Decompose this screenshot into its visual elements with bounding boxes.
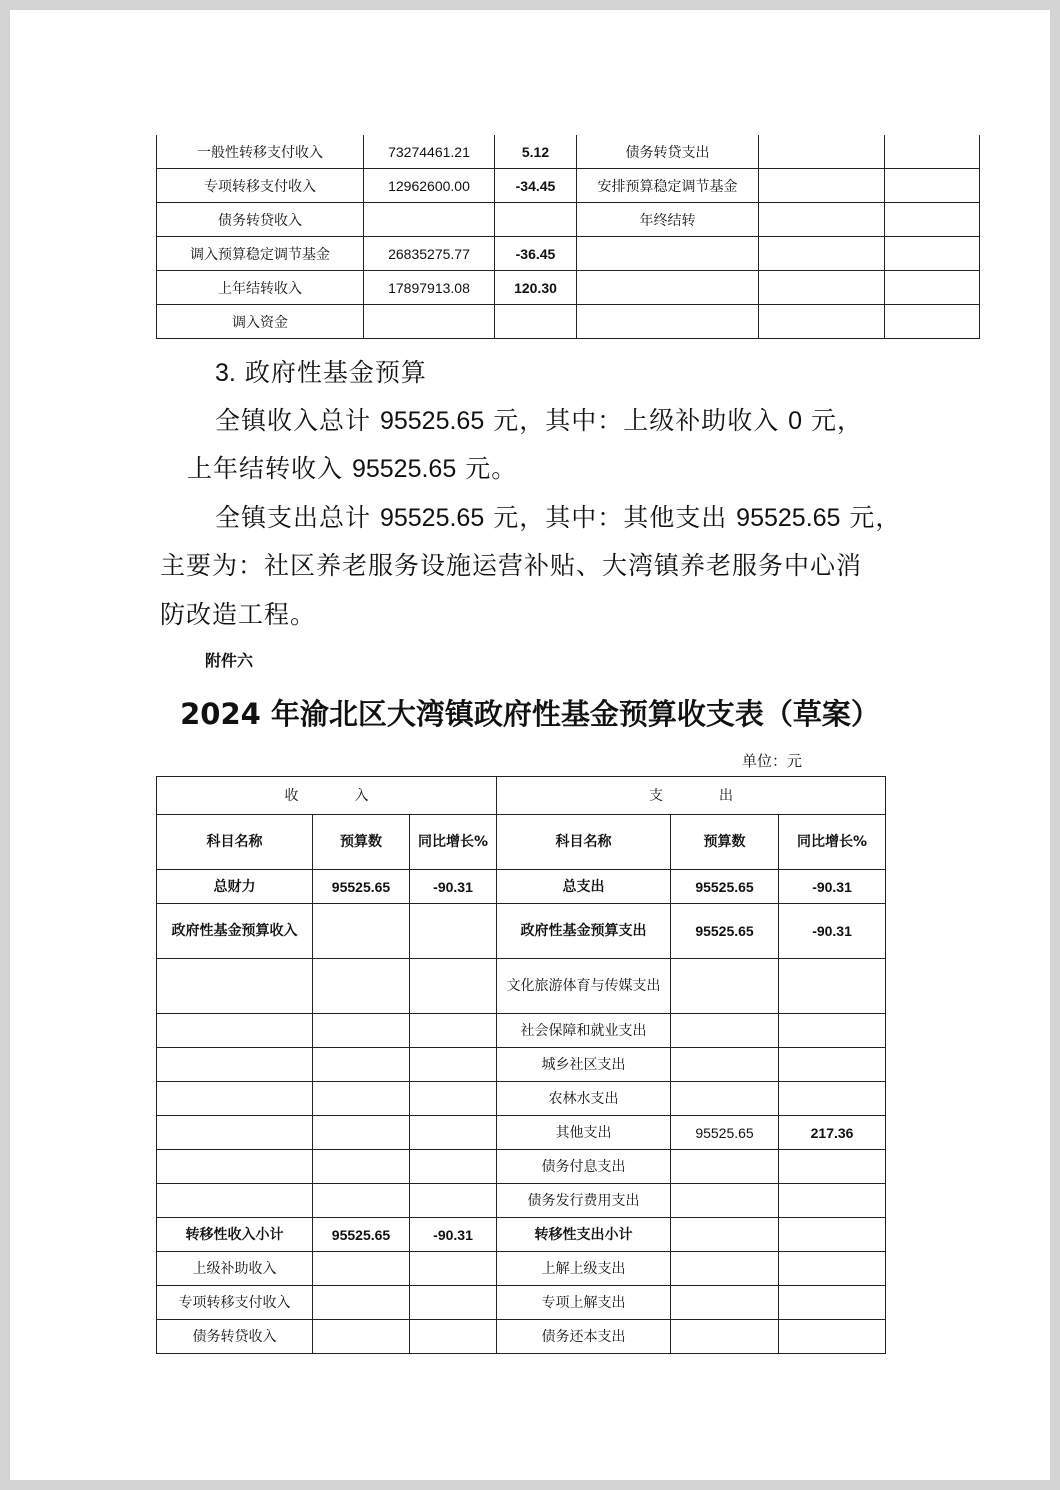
table-cell [759, 135, 885, 169]
table-cell [313, 1116, 410, 1150]
table-row [157, 1218, 886, 1252]
table-cell [157, 1048, 313, 1082]
table-cell: 政府性基金预算支出 [497, 904, 671, 959]
table-cell [671, 1320, 779, 1354]
table-cell [671, 1014, 779, 1048]
table-cell: 调入资金 [157, 305, 364, 339]
table-cell [885, 305, 980, 339]
table-cell: 债务转贷收入 [157, 203, 364, 237]
table-cell [313, 959, 410, 1014]
table-cell: -34.45 [495, 169, 577, 203]
table-cell [779, 1150, 886, 1184]
table-cell [671, 1150, 779, 1184]
table-cell [779, 1048, 886, 1082]
table-cell: 安排预算稳定调节基金 [577, 169, 759, 203]
table-row [157, 1150, 886, 1184]
table-cell: 债务转贷支出 [577, 135, 759, 169]
table-cell: 95525.65 [671, 904, 779, 959]
table-cell [410, 1116, 497, 1150]
table-cell [313, 1286, 410, 1320]
table-row [157, 305, 980, 339]
table-cell [495, 203, 577, 237]
table-cell: 上年结转收入 [157, 271, 364, 305]
table-cell [671, 1082, 779, 1116]
table-cell: -90.31 [410, 1218, 497, 1252]
column-header: 科目名称 [497, 815, 671, 870]
paragraph: 上年结转收入 95525.65 元。 [187, 454, 518, 483]
table-cell: 120.30 [495, 271, 577, 305]
table-row [157, 1014, 886, 1048]
table-cell [779, 1014, 886, 1048]
column-header: 预算数 [671, 815, 779, 870]
table-cell: 12962600.00 [364, 169, 495, 203]
table-row [157, 271, 980, 305]
income-header: 收 入 [157, 777, 497, 815]
table-cell: 95525.65 [671, 1116, 779, 1150]
table-cell [410, 1252, 497, 1286]
table-row [157, 1116, 886, 1150]
table-cell: -36.45 [495, 237, 577, 271]
table-cell [759, 305, 885, 339]
table-cell [495, 305, 577, 339]
table-cell: 95525.65 [313, 1218, 410, 1252]
table-cell [313, 1320, 410, 1354]
table-cell [885, 169, 980, 203]
table-cell: 社会保障和就业支出 [497, 1014, 671, 1048]
page-title: 2024 年渝北区大湾镇政府性基金预算收支表（草案） [180, 697, 880, 731]
table-header-row [157, 815, 886, 870]
table-cell: 217.36 [779, 1116, 886, 1150]
table-cell: 农林水支出 [497, 1082, 671, 1116]
table-row [157, 1082, 886, 1116]
table-cell [364, 203, 495, 237]
table-row [157, 904, 886, 959]
table-cell [313, 1082, 410, 1116]
table-cell: 文化旅游体育与传媒支出 [497, 959, 671, 1014]
table-cell: 专项上解支出 [497, 1286, 671, 1320]
table-cell [410, 1048, 497, 1082]
table-cell: 债务转贷收入 [157, 1320, 313, 1354]
table-cell [577, 305, 759, 339]
table-cell: 其他支出 [497, 1116, 671, 1150]
table-cell: 95525.65 [671, 870, 779, 904]
table-cell [671, 1286, 779, 1320]
table-cell [885, 203, 980, 237]
expense-header: 支 出 [497, 777, 886, 815]
table-cell [759, 237, 885, 271]
table-cell [759, 271, 885, 305]
table-cell [313, 1184, 410, 1218]
table-cell [410, 1320, 497, 1354]
table-cell [759, 169, 885, 203]
table-cell [671, 959, 779, 1014]
fund-budget-table [156, 776, 886, 1354]
table-cell [364, 305, 495, 339]
table-cell [779, 959, 886, 1014]
table-cell [313, 1252, 410, 1286]
table-header-row [157, 777, 886, 815]
table-row [157, 959, 886, 1014]
column-header: 同比增长% [410, 815, 497, 870]
table-cell: 债务还本支出 [497, 1320, 671, 1354]
column-header: 科目名称 [157, 815, 313, 870]
table-cell: 调入预算稳定调节基金 [157, 237, 364, 271]
table-cell [671, 1184, 779, 1218]
table-row [157, 870, 886, 904]
table-cell [885, 237, 980, 271]
table-cell: -90.31 [410, 870, 497, 904]
table-cell: 95525.65 [313, 870, 410, 904]
table-cell [410, 1082, 497, 1116]
table-row [157, 1252, 886, 1286]
table-cell [885, 135, 980, 169]
table-row [157, 1048, 886, 1082]
table-cell [779, 1184, 886, 1218]
table-cell: 上级补助收入 [157, 1252, 313, 1286]
table-row [157, 135, 980, 169]
paragraph: 全镇收入总计 95525.65 元，其中：上级补助收入 0 元， [215, 406, 864, 435]
table-cell [157, 1082, 313, 1116]
table-cell [410, 1184, 497, 1218]
table-cell [759, 203, 885, 237]
table-cell: 上解上级支出 [497, 1252, 671, 1286]
table-cell [671, 1252, 779, 1286]
column-header: 同比增长% [779, 815, 886, 870]
table-cell [410, 959, 497, 1014]
table-cell [779, 1320, 886, 1354]
table-cell [157, 1014, 313, 1048]
table-cell: 年终结转 [577, 203, 759, 237]
table-cell: 债务付息支出 [497, 1150, 671, 1184]
table-cell: 专项转移支付收入 [157, 169, 364, 203]
table-row [157, 237, 980, 271]
table-cell [157, 1184, 313, 1218]
table-cell [671, 1048, 779, 1082]
table-cell [410, 904, 497, 959]
table-cell [671, 1218, 779, 1252]
table-cell: 总支出 [497, 870, 671, 904]
table-cell: 73274461.21 [364, 135, 495, 169]
table-cell: 17897913.08 [364, 271, 495, 305]
document-page [10, 10, 1050, 1480]
table-cell: -90.31 [779, 870, 886, 904]
income-expense-table-continued [156, 135, 980, 339]
table-cell [157, 1150, 313, 1184]
table-cell: 转移性支出小计 [497, 1218, 671, 1252]
table-cell [410, 1286, 497, 1320]
table-row [157, 203, 980, 237]
annex-label: 附件六 [205, 651, 254, 670]
table-cell [779, 1218, 886, 1252]
table-cell [779, 1286, 886, 1320]
table-cell [157, 959, 313, 1014]
table-cell [577, 271, 759, 305]
column-header: 预算数 [313, 815, 410, 870]
unit-label: 单位：元 [742, 752, 803, 770]
paragraph: 全镇支出总计 95525.65 元，其中：其他支出 95525.65 元， [215, 503, 902, 532]
table-cell [577, 237, 759, 271]
table-cell [313, 1048, 410, 1082]
table-row [157, 1286, 886, 1320]
paragraph: 防改造工程。 [160, 600, 317, 629]
table-cell: 5.12 [495, 135, 577, 169]
table-cell [885, 271, 980, 305]
table-cell [779, 1082, 886, 1116]
table-cell: 一般性转移支付收入 [157, 135, 364, 169]
table-cell [410, 1014, 497, 1048]
table-cell [157, 1116, 313, 1150]
table-cell [410, 1150, 497, 1184]
table-row [157, 169, 980, 203]
table-cell: 26835275.77 [364, 237, 495, 271]
table-cell: 总财力 [157, 870, 313, 904]
table-cell: 专项转移支付收入 [157, 1286, 313, 1320]
section-heading: 3. 政府性基金预算 [215, 358, 427, 387]
table-cell [779, 1252, 886, 1286]
paragraph: 主要为：社区养老服务设施运营补贴、大湾镇养老服务中心消 [160, 551, 863, 580]
table-cell [313, 1150, 410, 1184]
table-cell [313, 1014, 410, 1048]
table-cell [313, 904, 410, 959]
table-cell: -90.31 [779, 904, 886, 959]
table-cell: 城乡社区支出 [497, 1048, 671, 1082]
table-cell: 政府性基金预算收入 [157, 904, 313, 959]
table-row [157, 1320, 886, 1354]
table-cell: 转移性收入小计 [157, 1218, 313, 1252]
table-row [157, 1184, 886, 1218]
table-cell: 债务发行费用支出 [497, 1184, 671, 1218]
